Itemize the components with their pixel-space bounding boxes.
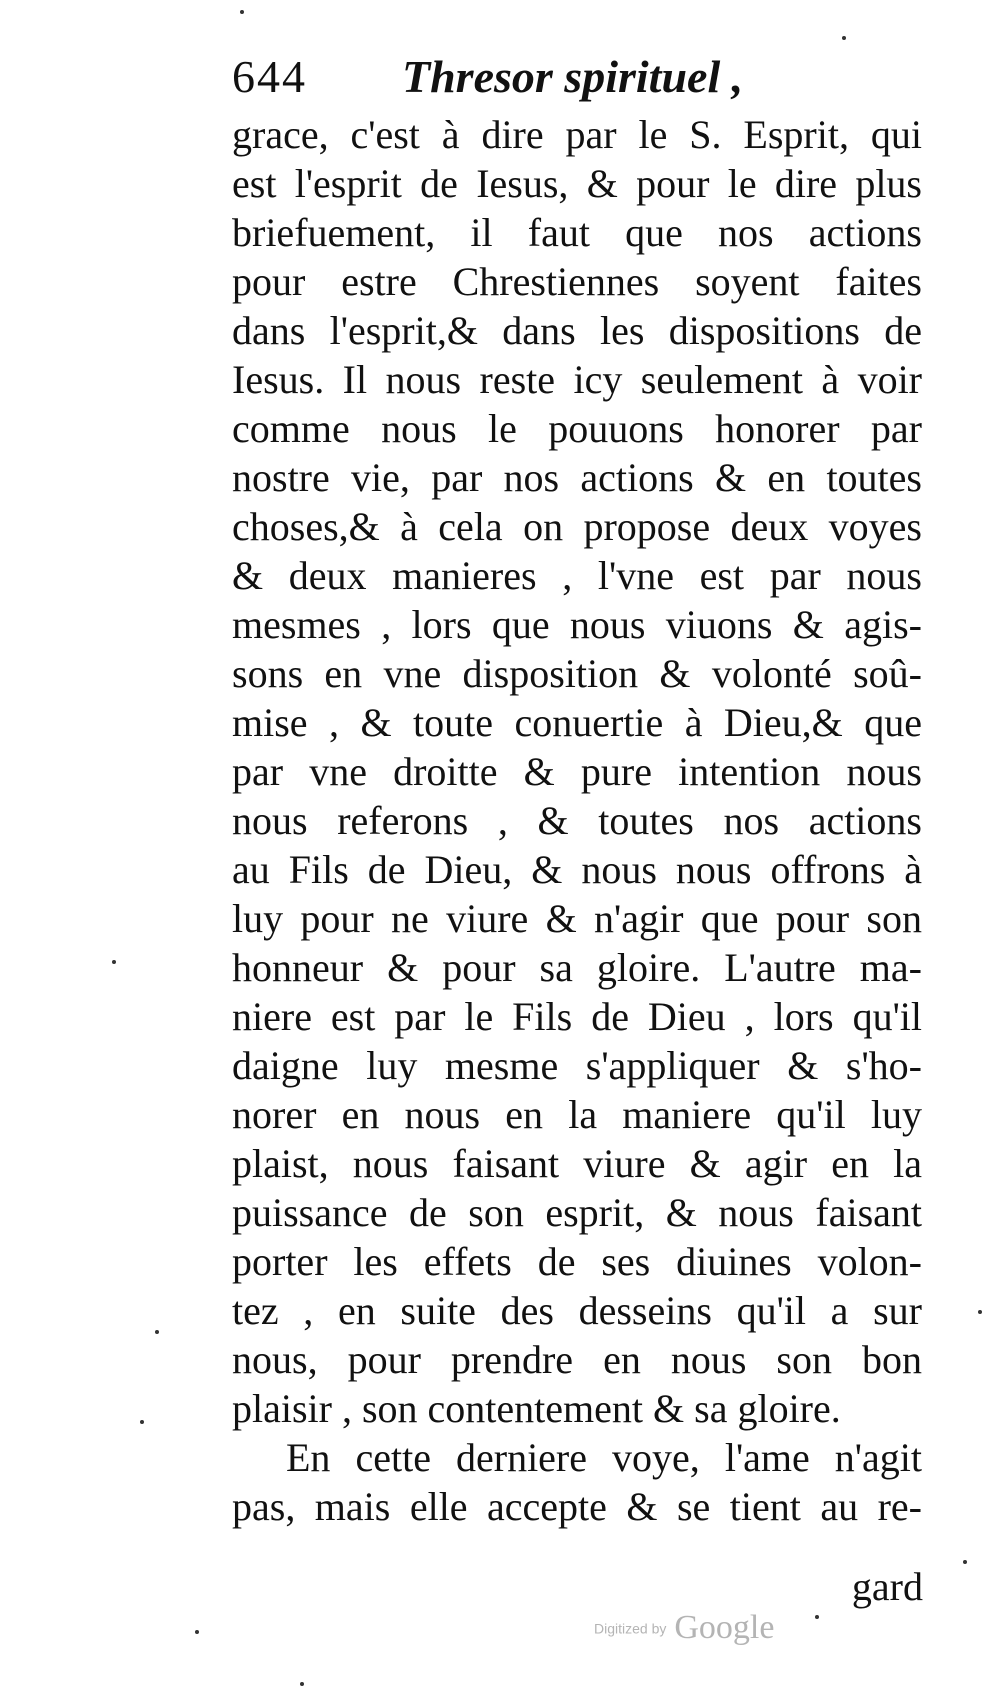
scan-speck (842, 36, 846, 40)
text-line: comme nous le pouuons honorer par (232, 406, 922, 451)
paragraph-start-line: En cette derniere voye, l'ame n'agit (286, 1435, 922, 1480)
text-line: mesmes , lors que nous viuons & agis- (232, 602, 922, 647)
scan-speck (978, 1310, 982, 1314)
text-line: norer en nous en la maniere qu'il luy (232, 1092, 922, 1137)
text-line: niere est par le Fils de Dieu , lors qu'il (232, 994, 922, 1039)
text-line: honneur & pour sa gloire. L'autre ma- (232, 945, 922, 990)
scan-speck (963, 1560, 967, 1564)
running-title: Thresor spirituel , (402, 51, 744, 102)
text-line: grace, c'est à dire par le S. Esprit, qui (232, 112, 922, 157)
text-line: nostre vie, par nos actions & en toutes (232, 455, 922, 500)
catchword: gard (851, 1564, 923, 1609)
scan-speck (112, 960, 116, 964)
body-text (232, 110, 922, 1531)
scan-speck (155, 1330, 159, 1334)
text-line: & deux manieres , l'vne est par nous (232, 553, 922, 598)
google-logo: Google (674, 1609, 775, 1647)
text-line: tez , en suite des desseins qu'il a sur (232, 1288, 922, 1333)
text-line: nous referons , & toutes nos actions (232, 798, 922, 843)
text-line: est l'esprit de Iesus, & pour le dire plus (232, 161, 922, 206)
text-line: mise , & toute conuertie à Dieu,& que (232, 700, 922, 745)
digitization-watermark (594, 1608, 774, 1648)
text-line: nous, pour prendre en nous son bon (232, 1337, 922, 1382)
text-line: luy pour ne viure & n'agir que pour son (232, 896, 922, 941)
text-line: choses,& à cela on propose deux voyes (232, 504, 922, 549)
text-line: sons en vne disposition & volonté soû- (232, 651, 922, 696)
text-line: dans l'esprit,& dans les dispositions de (232, 308, 922, 353)
text-line: daigne luy mesme s'appliquer & s'ho- (232, 1043, 922, 1088)
scan-speck (815, 1615, 819, 1619)
text-line: plaisir , son contentement & sa gloire. (232, 1386, 841, 1431)
scan-speck (140, 1420, 144, 1424)
text-line: pour estre Chrestiennes soyent faites (232, 259, 922, 304)
watermark-prefix: Digitized by (594, 1620, 667, 1637)
text-line: Iesus. Il nous reste icy seulement à voir (232, 357, 922, 402)
text-line: pas, mais elle accepte & se tient au re- (232, 1484, 922, 1529)
text-line: puissance de son esprit, & nous faisant (232, 1190, 922, 1235)
scan-speck (300, 1682, 304, 1686)
page-number: 644 (232, 51, 307, 102)
scan-speck (240, 10, 244, 14)
page-header (232, 50, 792, 110)
text-line: plaist, nous faisant viure & agir en la (232, 1141, 922, 1186)
text-line: briefuement, il faut que nos actions (232, 210, 922, 255)
text-line: porter les effets de ses diuines volon- (232, 1239, 922, 1284)
text-line: par vne droitte & pure intention nous (232, 749, 922, 794)
scan-speck (195, 1630, 199, 1634)
text-line: au Fils de Dieu, & nous nous offrons à (232, 847, 922, 892)
